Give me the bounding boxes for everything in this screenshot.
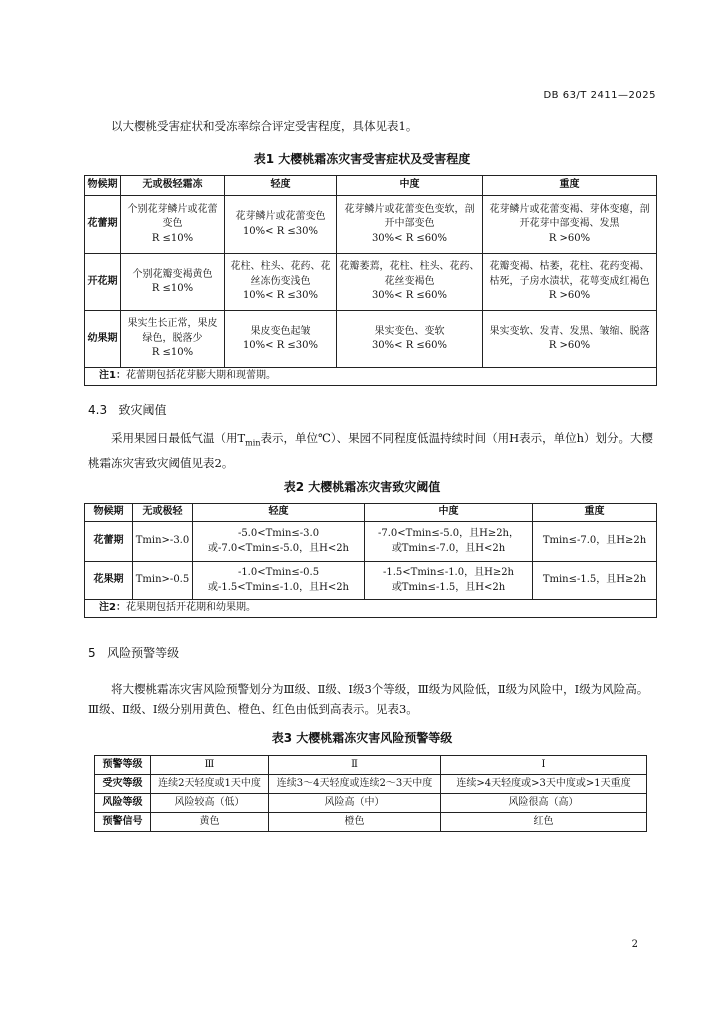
table-cell: 花芽鳞片或花蕾变褐、芽体变瘪，剖 开花芽中部变褐、发黑 R >60%: [483, 196, 657, 254]
table-note-row: [85, 600, 657, 618]
table-cell: Ⅰ: [441, 756, 647, 775]
table-row: [85, 254, 657, 311]
table3-caption: 表3 大樱桃霜冻灾害风险预警等级: [271, 731, 453, 745]
table-cell: -7.0<Tmin≤-5.0，且H≥2h， 或Tmin≤-7.0，且H<2h: [365, 522, 533, 562]
table1: [84, 175, 657, 386]
stage-cell: 花蕾期: [85, 522, 133, 562]
table-cell: 风险高（中）: [269, 794, 441, 813]
table1-header: 轻度: [225, 176, 337, 196]
table-row: [95, 813, 647, 832]
table2-header: 轻度: [193, 504, 365, 522]
table-cell: 风险很高（高）: [441, 794, 647, 813]
table-row: [95, 775, 647, 794]
table-cell: Tmin≤-7.0，且H≥2h: [533, 522, 657, 562]
document-code: DB 63/T 2411—2025: [543, 90, 656, 101]
stage-cell: 开花期: [85, 254, 121, 311]
intro-paragraph: 以大樱桃受害症状和受冻率综合评定受害程度，具体见表1。: [111, 119, 418, 133]
table1-header: 重度: [483, 176, 657, 196]
table-cell: 连续>4天轻度或>3天中度或>1天重度: [441, 775, 647, 794]
table-cell: Tmin>-3.0: [133, 522, 193, 562]
table2-header: 物候期: [85, 504, 133, 522]
table-row: [85, 311, 657, 368]
table-cell: 个别花芽鳞片或花蕾 变色 R ≤10%: [121, 196, 225, 254]
table-cell: 果实生长正常，果皮 绿色，脱落少 R ≤10%: [121, 311, 225, 368]
table2-caption: 表2 大樱桃霜冻灾害致灾阈值: [283, 480, 441, 494]
table1-header: 物候期: [85, 176, 121, 196]
table-row: [85, 196, 657, 254]
table2: [84, 503, 657, 618]
table1-note: 注1：花蕾期包括花芽膨大期和现蕾期。: [85, 368, 657, 386]
table-cell: 花芽鳞片或花蕾变色变软，剖 开中部变色 30%< R ≤60%: [337, 196, 483, 254]
table1-header: 无或极轻霜冻: [121, 176, 225, 196]
table-cell: 花柱、柱头、花药、花 丝冻伤变浅色 10%< R ≤30%: [225, 254, 337, 311]
section-heading-4-3: 4.3 致灾阈值: [88, 403, 167, 417]
table-cell: 黄色: [151, 813, 269, 832]
table-cell: 果实变色、变软 30%< R ≤60%: [337, 311, 483, 368]
table2-header: 中度: [365, 504, 533, 522]
table-cell: 个别花瓣变褐黄色 R ≤10%: [121, 254, 225, 311]
table-cell: 花瓣萎蔫，花柱、柱头、花药、 花丝变褐色 30%< R ≤60%: [337, 254, 483, 311]
row-header: 受灾等级: [95, 775, 151, 794]
section-heading-5: 5 风险预警等级: [88, 646, 180, 660]
row-header: 风险等级: [95, 794, 151, 813]
table-row: [95, 794, 647, 813]
table-cell: 橙色: [269, 813, 441, 832]
table-cell: Tmin>-0.5: [133, 562, 193, 600]
table1-caption: 表1 大樱桃霜冻灾害受害症状及受害程度: [253, 152, 471, 166]
page-number: 2: [631, 939, 638, 950]
row-header: 预警等级: [95, 756, 151, 775]
table-cell: 连续3～4天轻度或连续2～3天中度: [269, 775, 441, 794]
stage-cell: 花蕾期: [85, 196, 121, 254]
stage-cell: 幼果期: [85, 311, 121, 368]
table-cell: 风险较高（低）: [151, 794, 269, 813]
table-row: [95, 756, 647, 775]
table-cell: -1.0<Tmin≤-0.5 或-1.5<Tmin≤-1.0，且H<2h: [193, 562, 365, 600]
table-cell: 花瓣变褐、枯萎，花柱、花药变褐、 枯死，子房水渍状，花萼变成红褐色 R >60%: [483, 254, 657, 311]
table-row: [85, 522, 657, 562]
table3: [94, 755, 647, 832]
threshold-paragraph: 采用果园日最低气温（用$T_{min}$表示，单位℃）、果园不同程度低温持续时间（用H表示，单位h）划分。大樱桃霜冻灾害致灾阈值见表2。: [88, 431, 654, 471]
table-cell: -1.5<Tmin≤-1.0，且H≥2h 或Tmin≤-1.5，且H<2h: [365, 562, 533, 600]
table-cell: Tmin≤-1.5，且H≥2h: [533, 562, 657, 600]
table2-header: 无或极轻: [133, 504, 193, 522]
table-cell: 果皮变色起皱 10%< R ≤30%: [225, 311, 337, 368]
table-cell: 连续2天轻度或1天中度: [151, 775, 269, 794]
table-note-row: [85, 368, 657, 386]
table-cell: -5.0<Tmin≤-3.0 或-7.0<Tmin≤-5.0，且H<2h: [193, 522, 365, 562]
table-cell: 果实变软、发青、发黑、皱缩、脱落 R >60%: [483, 311, 657, 368]
table2-note: 注2：花果期包括开花期和幼果期。: [85, 600, 657, 618]
table-cell: Ⅲ: [151, 756, 269, 775]
risk-paragraph: 将大樱桃霜冻灾害风险预警划分为Ⅲ级、Ⅱ级、Ⅰ级3个等级，Ⅲ级为风险低，Ⅱ级为风险中，Ⅰ级为风险高。Ⅲ级、Ⅱ级、Ⅰ级分别用黄色、橙色、红色由低到高表示。见表3。: [88, 682, 649, 716]
table-cell: 红色: [441, 813, 647, 832]
row-header: 预警信号: [95, 813, 151, 832]
table1-header: 中度: [337, 176, 483, 196]
table-cell: 花芽鳞片或花蕾变色 10%< R ≤30%: [225, 196, 337, 254]
table-row: [85, 562, 657, 600]
stage-cell: 花果期: [85, 562, 133, 600]
table-cell: Ⅱ: [269, 756, 441, 775]
table2-header: 重度: [533, 504, 657, 522]
